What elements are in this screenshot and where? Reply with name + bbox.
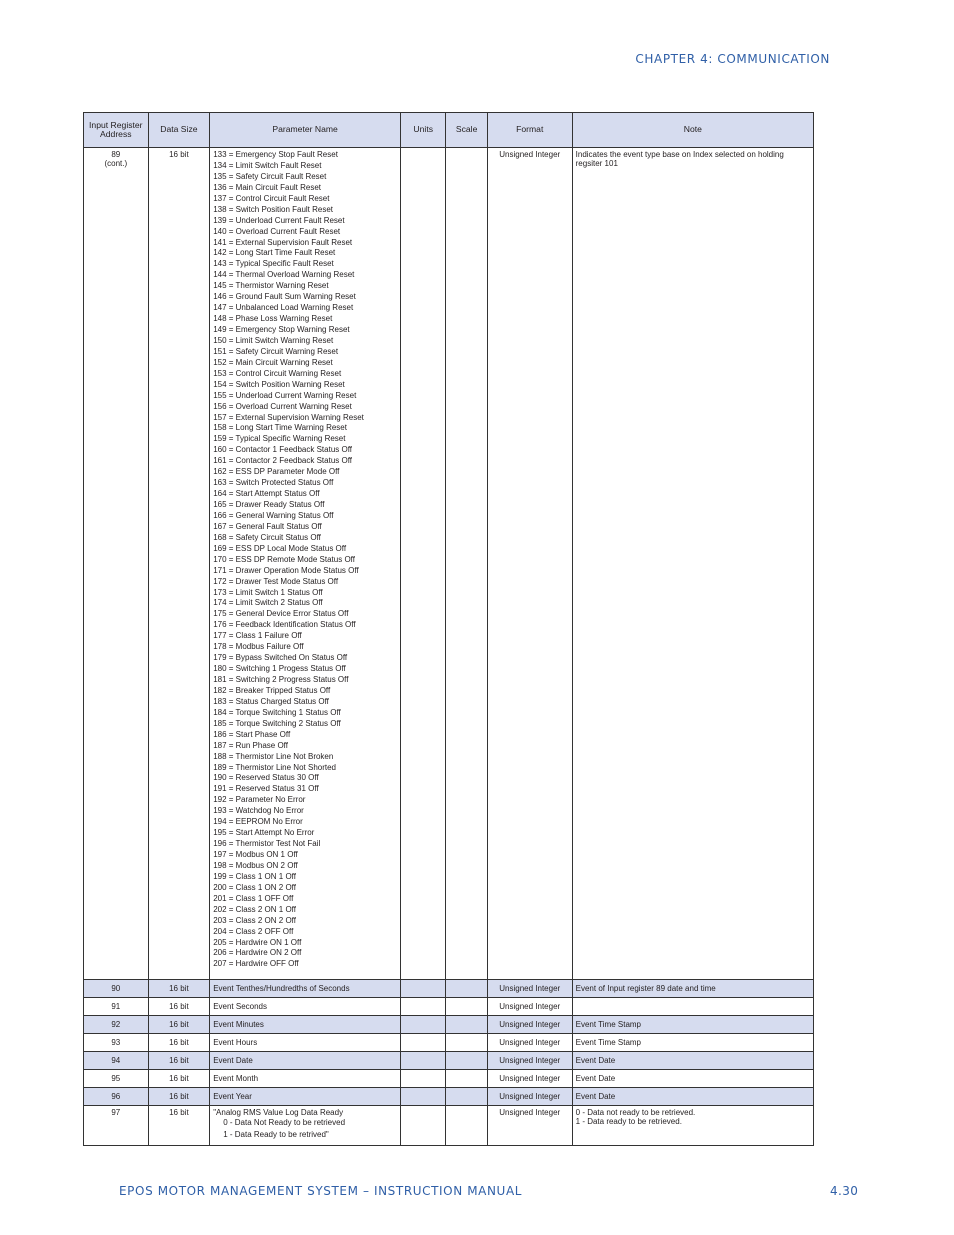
enum-value-line: 169 = ESS DP Local Mode Status Off [213,543,347,553]
enum-value-line: 164 = Start Attempt Status Off [213,489,320,499]
cell-note: Event Time Stamp [572,1034,813,1052]
enum-value-line: 176 = Feedback Identification Status Off [213,620,356,630]
cell-format: Unsigned Integer [487,1106,572,1146]
cell-format: Unsigned Integer [487,148,572,980]
cell-address: 97 [84,1106,149,1146]
enum-value-line: 175 = General Device Error Status Off [213,609,349,619]
enum-value-line: 187 = Run Phase Off [213,740,288,750]
enum-value-line: 188 = Thermistor Line Not Broken [213,751,334,761]
enum-value-line: 145 = Thermistor Warning Reset [213,281,329,291]
table-row [84,1016,814,1034]
cell-parameter-name [210,1106,401,1146]
cell-format: Unsigned Integer [487,998,572,1016]
cell-note: Event Date [572,1070,813,1088]
cell-address: 95 [84,1070,149,1088]
enum-value-line: 133 = Emergency Stop Fault Reset [213,150,338,159]
table-row [84,1052,814,1070]
cell-address: 93 [84,1034,149,1052]
column-header-note: Note [572,113,813,148]
enum-value-line: 154 = Switch Position Warning Reset [213,379,345,389]
enum-value-line: 138 = Switch Position Fault Reset [213,204,334,214]
cell-parameter-enum [210,148,401,980]
column-header-scale: Scale [446,113,487,148]
column-header-parameter-name: Parameter Name [210,113,401,148]
cell-scale [446,980,487,998]
enum-value-line: 151 = Safety Circuit Warning Reset [213,346,339,356]
enum-value-line: 191 = Reserved Status 31 Off [213,784,319,794]
enum-value-line: 148 = Phase Loss Warning Reset [213,314,333,324]
cell-data-size: 16 bit [148,1070,210,1088]
enum-value-line: 170 = ESS DP Remote Mode Status Off [213,554,355,564]
enum-value-line: 135 = Safety Circuit Fault Reset [213,171,327,181]
cell-format: Unsigned Integer [487,1070,572,1088]
enum-value-line: 196 = Thermistor Test Not Fail [213,839,321,849]
cell-address [84,148,149,980]
enum-value-line: 205 = Hardwire ON 1 Off [213,937,302,947]
enum-value-line: 157 = External Supervision Warning Reset [213,412,364,422]
cell-note [572,1106,813,1146]
cell-parameter-name: Event Month [210,1070,401,1088]
cell-note: Event Date [572,1088,813,1106]
cell-units [401,1052,446,1070]
enum-value-line: 163 = Switch Protected Status Off [213,478,334,488]
enum-value-line: 173 = Limit Switch 1 Status Off [213,587,323,597]
enum-value-line: 162 = ESS DP Parameter Mode Off [213,467,340,477]
cell-data-size: 16 bit [148,998,210,1016]
enum-value-line: 136 = Main Circuit Fault Reset [213,182,322,192]
enum-value-line: 156 = Overload Current Warning Reset [213,401,352,411]
enum-value-line: 193 = Watchdog No Error [213,806,304,816]
cell-scale [446,998,487,1016]
note-line: 1 - Data ready to be retrieved. [575,1117,682,1127]
table-row [84,1034,814,1052]
cell-units [401,998,446,1016]
enum-value-line: 200 = Class 1 ON 2 Off [213,882,296,892]
cell-data-size: 16 bit [148,980,210,998]
enum-value-line: 183 = Status Charged Status Off [213,696,329,706]
cell-units [401,1106,446,1146]
enum-value-line: 134 = Limit Switch Fault Reset [213,160,322,170]
cell-note: Event Date [572,1052,813,1070]
parameter-option-line: 1 - Data Ready to be retrived" [223,1130,329,1140]
enum-value-line: 201 = Class 1 OFF Off [213,893,294,903]
enum-value-line: 166 = General Warning Status Off [213,510,334,520]
cell-units [401,1070,446,1088]
enum-value-line: 161 = Contactor 2 Feedback Status Off [213,456,353,466]
cell-scale [446,148,487,980]
cell-scale [446,1070,487,1088]
cell-note: Event Time Stamp [572,1016,813,1034]
cell-parameter-name: Event Hours [210,1034,401,1052]
enum-value-line: 159 = Typical Specific Warning Reset [213,434,346,444]
enum-value-line: 146 = Ground Fault Sum Warning Reset [213,292,356,302]
enum-value-line: 178 = Modbus Failure Off [213,642,304,652]
table-row [84,998,814,1016]
enum-value-line: 172 = Drawer Test Mode Status Off [213,576,339,586]
enum-value-line: 204 = Class 2 OFF Off [213,926,294,936]
cell-format: Unsigned Integer [487,1088,572,1106]
enum-value-line: 177 = Class 1 Failure Off [213,631,302,641]
cell-note: Indicates the event type base on Index selected on holding regsiter 101 [572,148,813,980]
enum-value-line: 184 = Torque Switching 1 Status Off [213,707,341,717]
enum-value-line: 160 = Contactor 1 Feedback Status Off [213,445,353,455]
cell-address: 94 [84,1052,149,1070]
cell-scale [446,1016,487,1034]
table-row [84,1088,814,1106]
enum-value-line: 179 = Bypass Switched On Status Off [213,653,348,663]
enum-value-line: 189 = Thermistor Line Not Shorted [213,762,336,772]
address-continued-note: (cont.) [104,159,128,169]
enum-value-line: 150 = Limit Switch Warning Reset [213,335,334,345]
note-line: 0 - Data not ready to be retrieved. [575,1108,696,1117]
enum-value-line: 168 = Safety Circuit Status Off [213,532,321,542]
cell-scale [446,1034,487,1052]
table-row [84,1070,814,1088]
cell-data-size: 16 bit [148,1052,210,1070]
enum-value-line: 186 = Start Phase Off [213,729,291,739]
enum-value-line: 143 = Typical Specific Fault Reset [213,259,334,269]
enum-value-line: 190 = Reserved Status 30 Off [213,773,319,783]
cell-units [401,1088,446,1106]
enum-value-line: 137 = Control Circuit Fault Reset [213,193,330,203]
chapter-header: CHAPTER 4: COMMUNICATION [635,52,830,66]
cell-note [572,998,813,1016]
column-header-address: Input Register Address [84,113,149,148]
parameter-name-line: "Analog RMS Value Log Data Ready [213,1108,344,1117]
cell-address: 90 [84,980,149,998]
cell-units [401,148,446,980]
enum-value-line: 194 = EEPROM No Error [213,817,303,827]
input-register-table [83,112,814,1146]
enum-value-line: 181 = Switching 2 Progress Status Off [213,675,349,684]
enum-value-line: 198 = Modbus ON 2 Off [213,860,298,870]
table-row [84,980,814,998]
column-header-units: Units [401,113,446,148]
enum-value-line: 203 = Class 2 ON 2 Off [213,915,296,925]
enum-value-line: 144 = Thermal Overload Warning Reset [213,270,355,280]
table-header-row [84,113,814,148]
cell-parameter-name: Event Year [210,1088,401,1106]
cell-data-size: 16 bit [148,1016,210,1034]
enum-value-line: 207 = Hardwire OFF Off [213,959,299,969]
enum-value-line: 153 = Control Circuit Warning Reset [213,368,342,378]
cell-scale [446,1088,487,1106]
enum-value-line: 199 = Class 1 ON 1 Off [213,871,296,881]
enum-value-line: 167 = General Fault Status Off [213,521,322,531]
enum-value-line: 171 = Drawer Operation Mode Status Off [213,565,359,575]
cell-format: Unsigned Integer [487,980,572,998]
enum-value-line: 185 = Torque Switching 2 Status Off [213,718,341,728]
enum-value-line: 180 = Switching 1 Progess Status Off [213,664,346,674]
cell-format: Unsigned Integer [487,1052,572,1070]
cell-note: Event of Input register 89 date and time [572,980,813,998]
enum-value-line: 139 = Underload Current Fault Reset [213,215,345,225]
cell-scale [446,1052,487,1070]
enum-value-line: 197 = Modbus ON 1 Off [213,850,298,859]
cell-data-size: 16 bit [148,1088,210,1106]
enum-value-line: 165 = Drawer Ready Status Off [213,500,325,509]
cell-units [401,980,446,998]
cell-address: 96 [84,1088,149,1106]
address-value: 89 [111,150,121,159]
enum-value-line: 147 = Unbalanced Load Warning Reset [213,303,354,313]
column-header-data-size: Data Size [148,113,210,148]
enum-value-line: 192 = Parameter No Error [213,795,306,805]
enum-value-line: 195 = Start Attempt No Error [213,828,315,838]
cell-address: 91 [84,998,149,1016]
cell-data-size: 16 bit [148,148,210,980]
table-row-89-cont [84,148,814,980]
cell-data-size: 16 bit [148,1034,210,1052]
cell-parameter-name: Event Seconds [210,998,401,1016]
enum-value-line: 142 = Long Start Time Fault Reset [213,248,336,258]
footer-manual-title: EPOS MOTOR MANAGEMENT SYSTEM – INSTRUCTION MANUAL [119,1184,523,1198]
cell-parameter-name: Event Date [210,1052,401,1070]
cell-parameter-name: Event Minutes [210,1016,401,1034]
cell-parameter-name: Event Tenthes/Hundredths of Seconds [210,980,401,998]
cell-address: 92 [84,1016,149,1034]
column-header-format: Format [487,113,572,148]
enum-value-line: 140 = Overload Current Fault Reset [213,226,341,236]
cell-format: Unsigned Integer [487,1034,572,1052]
enum-value-line: 202 = Class 2 ON 1 Off [213,904,296,914]
cell-units [401,1034,446,1052]
table-row-97 [84,1106,814,1146]
cell-data-size: 16 bit [148,1106,210,1146]
enum-value-line: 155 = Underload Current Warning Reset [213,390,357,400]
footer-page-number: 4.30 [830,1184,859,1198]
enum-value-line: 141 = External Supervision Fault Reset [213,237,353,247]
enum-value-line: 206 = Hardwire ON 2 Off [213,948,302,958]
cell-format: Unsigned Integer [487,1016,572,1034]
parameter-option-line: 0 - Data Not Ready to be retrieved [223,1118,346,1128]
cell-scale [446,1106,487,1146]
enum-value-line: 149 = Emergency Stop Warning Reset [213,325,350,334]
cell-units [401,1016,446,1034]
enum-value-line: 158 = Long Start Time Warning Reset [213,423,347,433]
enum-value-line: 152 = Main Circuit Warning Reset [213,357,333,367]
enum-value-line: 174 = Limit Switch 2 Status Off [213,598,323,608]
enum-value-line: 182 = Breaker Tripped Status Off [213,685,331,695]
